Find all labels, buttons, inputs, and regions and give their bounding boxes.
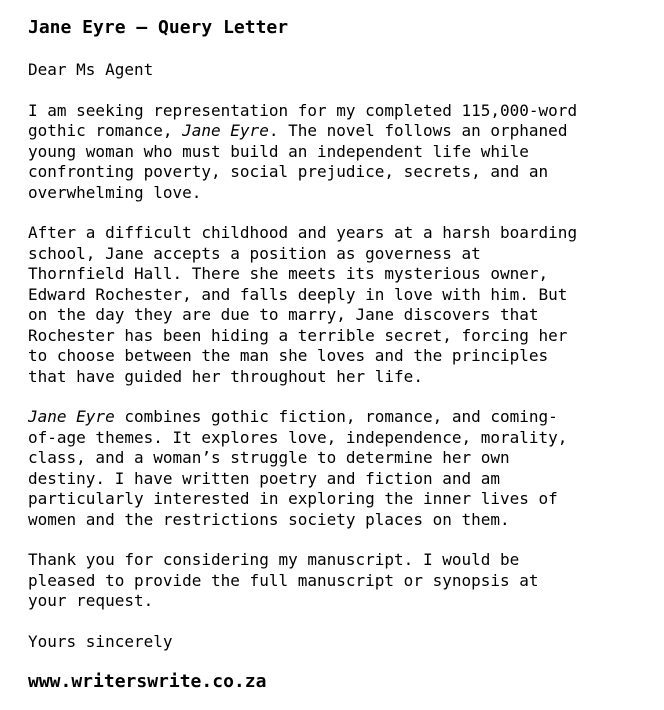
page-title: Jane Eyre – Query Letter: [28, 17, 289, 38]
paragraph-synopsis: [28, 223, 648, 387]
paragraph-line: I am seeking representation for my completed 115,000-word: [28, 100, 578, 120]
paragraph-line: particularly interested in exploring the inner lives of: [28, 489, 558, 508]
paragraph-line: that have guided her throughout her life.: [28, 366, 423, 386]
query-letter: [28, 14, 648, 652]
paragraph-line: Thornfield Hall. There she meets its mysterious owner,: [28, 264, 549, 283]
book-title-italic: Jane Eyre: [28, 407, 115, 426]
greeting: Dear Ms Agent: [28, 60, 154, 79]
paragraph-line: your request.: [28, 591, 154, 610]
website-footer: www.writerswrite.co.za: [28, 671, 267, 692]
paragraph-line: confronting poverty, social prejudice, secrets, and an: [28, 162, 549, 181]
paragraph-line: overwhelming love.: [28, 182, 202, 202]
paragraph-line: Rochester has been hiding a terrible secret, forcing her: [28, 325, 568, 345]
paragraph-line: to choose between the man she loves and the principles: [28, 346, 549, 365]
paragraph-line: of-age themes. It explores love, independence, morality,: [28, 427, 568, 447]
paragraph-line: young woman who must build an independent life while: [28, 141, 529, 161]
paragraph-themes-bio: [28, 407, 648, 530]
paragraph-thanks: [28, 550, 648, 612]
paragraph-line: pleased to provide the full manuscript or synopsis at: [28, 570, 539, 590]
paragraph-premise: [28, 101, 648, 204]
paragraph-line: school, Jane accepts a position as governess at: [28, 243, 481, 263]
paragraph-line: destiny. I have written poetry and fiction and am: [28, 468, 501, 488]
paragraph-line: Thank you for considering my manuscript. I would be: [28, 550, 520, 569]
paragraph-line: on the day they are due to marry, Jane discovers that: [28, 305, 539, 324]
book-title-italic: Jane Eyre: [182, 121, 269, 140]
paragraph-line: class, and a woman’s struggle to determine her own: [28, 448, 510, 467]
paragraph-line: gothic romance, Jane Eyre. The novel follows an orphaned: [28, 121, 568, 140]
closing: Yours sincerely: [28, 631, 173, 651]
paragraph-line: After a difficult childhood and years at a harsh boarding: [28, 223, 578, 242]
paragraph-line: women and the restrictions society places on them.: [28, 509, 510, 529]
paragraph-line: Edward Rochester, and falls deeply in love with him. But: [28, 284, 568, 304]
paragraph-line: Jane Eyre combines gothic fiction, romance, and coming-: [28, 407, 558, 426]
letter-body: [28, 101, 648, 612]
